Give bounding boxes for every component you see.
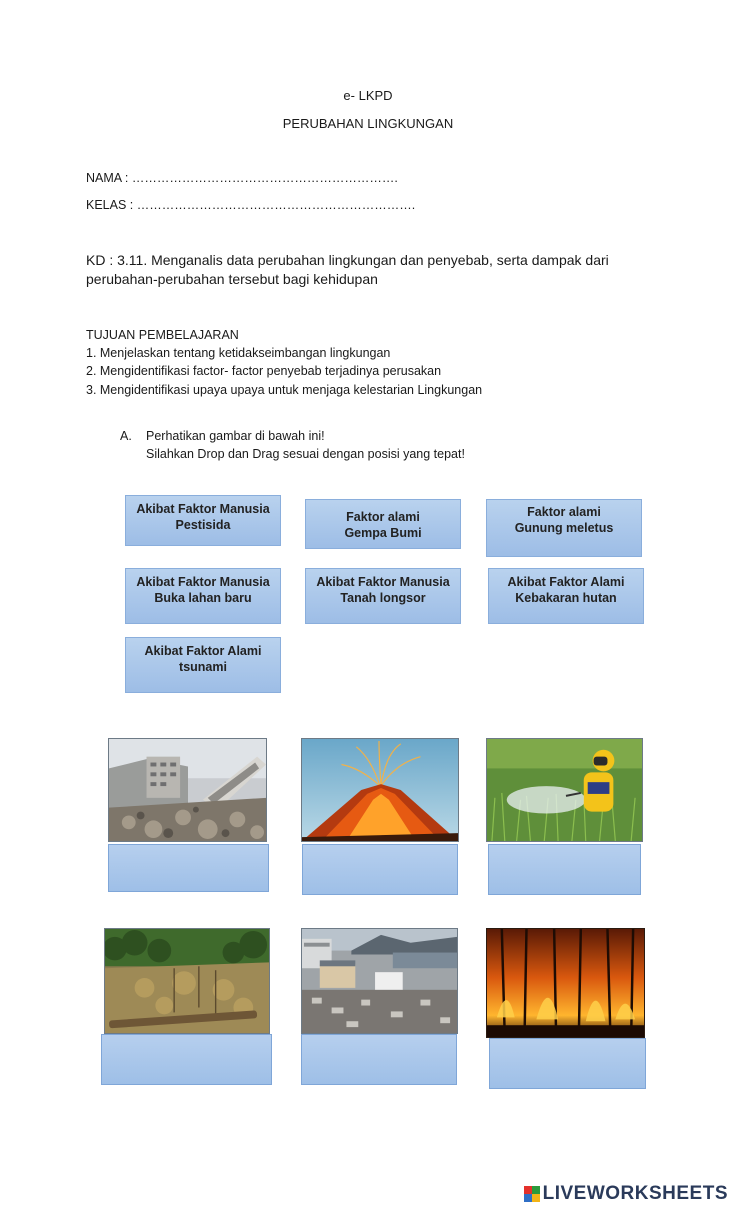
objective-item-2: 2. Mengidentifikasi factor- factor penyebab terjadinya perusakan (86, 364, 442, 378)
doc-subtitle: PERUBAHAN LINGKUNGAN (282, 116, 454, 131)
drop-zone-pesticide[interactable] (488, 844, 641, 895)
chip-line-2: tsunami (179, 660, 227, 674)
deforestation-photo (104, 928, 270, 1034)
chip-line-1: Faktor alami (346, 510, 420, 524)
earthquake-rubble-photo (108, 738, 267, 842)
instruction-line-1: Perhatikan gambar di bawah ini! (146, 429, 325, 443)
drag-chip-kebakaran-hutan[interactable] (488, 568, 644, 624)
objective-item-1: 1. Menjelaskan tentang ketidakseimbangan lingkungan (86, 346, 391, 360)
drag-chip-gempa-bumi[interactable] (305, 499, 461, 549)
chip-line-1: Akibat Faktor Manusia (316, 575, 450, 589)
drop-zone-forest-fire[interactable] (489, 1038, 646, 1089)
chip-line-2: Kebakaran hutan (515, 591, 617, 605)
objectives-heading: TUJUAN PEMBELAJARAN (86, 328, 239, 342)
drop-zone-tsunami[interactable] (301, 1034, 457, 1085)
liveworksheets-logo-icon (524, 1186, 540, 1202)
chip-line-1: Akibat Faktor Alami (144, 644, 262, 658)
chip-line-1: Akibat Faktor Manusia (136, 575, 270, 589)
chip-line-2: Gunung meletus (514, 521, 614, 535)
chip-line-2: Buka lahan baru (154, 591, 252, 605)
kd-line-2: perubahan-perubahan tersebut bagi kehidupan (86, 271, 378, 287)
chip-line-1: Akibat Faktor Manusia (136, 502, 270, 516)
chip-line-2: Gempa Bumi (344, 526, 422, 540)
drag-chip-buka-lahan-baru[interactable] (125, 568, 281, 624)
liveworksheets-logo-text: LIVEWORKSHEETS (542, 1183, 728, 1204)
instruction-marker: A. (120, 429, 132, 443)
drag-chip-gunung-meletus[interactable] (486, 499, 642, 557)
drop-zone-deforestation[interactable] (101, 1034, 272, 1085)
pesticide-spraying-photo (486, 738, 643, 842)
chip-line-1: Akibat Faktor Alami (507, 575, 625, 589)
volcano-eruption-photo (301, 738, 459, 842)
instruction-line-2: Silahkan Drop dan Drag sesuai dengan posisi yang tepat! (146, 447, 465, 461)
drop-zone-volcano[interactable] (302, 844, 458, 895)
drop-zone-earthquake[interactable] (108, 844, 269, 892)
chip-line-2: Pestisida (175, 518, 231, 532)
drag-chip-tsunami[interactable] (125, 637, 281, 693)
nama-field: NAMA : ………………………………………………………. (86, 171, 398, 185)
chip-line-1: Faktor alami (527, 505, 601, 519)
liveworksheets-logo (524, 1183, 728, 1205)
forest-fire-photo (486, 928, 645, 1038)
drag-chip-tanah-longsor[interactable] (305, 568, 461, 624)
kd-line-1: KD : 3.11. Menganalis data perubahan lingkungan dan penyebab, serta dampak dari (86, 252, 609, 268)
doc-title: e- LKPD (343, 88, 393, 103)
chip-line-2: Tanah longsor (340, 591, 426, 605)
drag-chip-pestisida[interactable] (125, 495, 281, 546)
kelas-field: KELAS : …………………………………………………………. (86, 198, 416, 212)
objective-item-3: 3. Mengidentifikasi upaya upaya untuk menjaga kelestarian Lingkungan (86, 383, 483, 397)
tsunami-debris-photo (301, 928, 458, 1034)
